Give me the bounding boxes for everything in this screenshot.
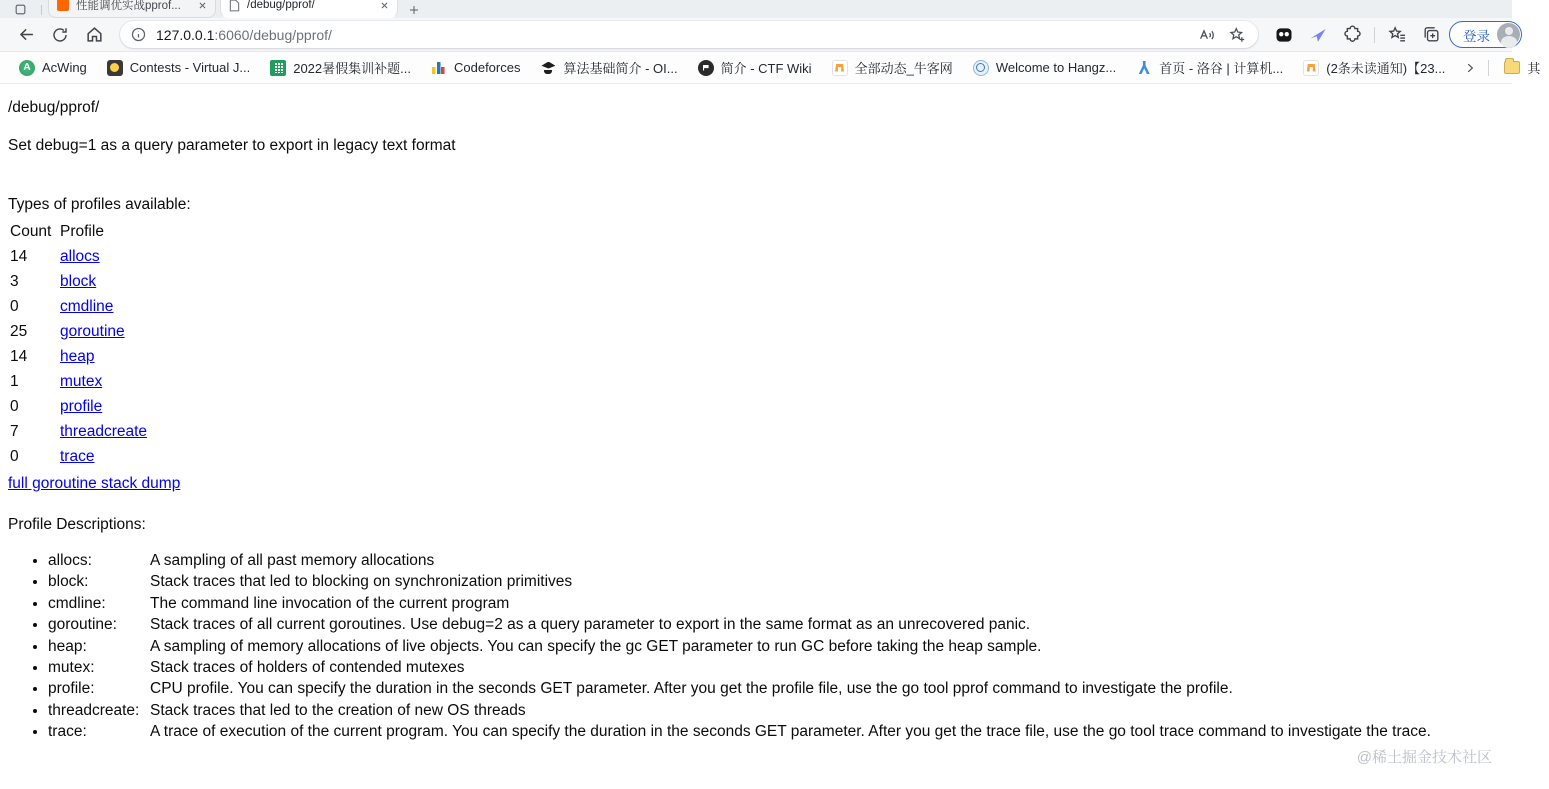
bookmark-folder-label: 其 [1527,61,1541,76]
bookmark-favicon [698,60,714,76]
profile-description-item [48,593,1504,614]
browser-tab-article[interactable] [48,0,216,18]
bookmark-label: 首页 - 洛谷 | 计算机... [1159,61,1284,76]
bookmark-favicon [431,60,447,76]
profile-link[interactable]: block [60,272,97,290]
profile-link[interactable]: trace [60,447,95,465]
extensions-puzzle-icon[interactable] [1336,21,1368,49]
bookmark-label: 2022暑假集训补题... [293,61,411,76]
bookmark-item[interactable] [261,54,420,81]
profile-description-item [48,636,1504,657]
bookmark-label: Codeforces [453,60,521,75]
descriptions-heading: Profile Descriptions: [8,516,146,533]
profile-description-text: Stack traces that led to the creation of new OS threads [150,701,526,719]
profile-count: 14 [10,347,28,365]
bookmark-item[interactable] [10,56,96,80]
profile-description-text: CPU profile. You can specify the duration in the seconds GET parameter. After you get the profile file, use the go tool pprof command to investigate the profile. [150,680,1233,698]
bookmark-favicon [19,60,35,76]
bookmark-favicon [1136,60,1152,76]
bookmarks-separator [1488,60,1489,76]
home-button[interactable] [78,21,110,49]
profile-count: 0 [10,297,19,315]
bookmarks-overflow-chevron-icon[interactable] [1458,54,1482,82]
favorite-star-icon[interactable] [1222,23,1252,47]
back-button[interactable] [10,21,42,49]
bookmark-list [10,54,1454,81]
profile-description-name: profile: [48,680,95,698]
bookmark-label: AcWing [42,60,87,75]
profile-description-item [48,614,1504,635]
profile-header: Profile [60,222,104,240]
profile-description-text: Stack traces of holders of contended mutexes [150,659,465,677]
bookmark-label: (2条未读通知)【23... [1326,61,1446,76]
profile-description-text: A trace of execution of the current program. You can specify the duration in the seconds GET parameter. After you get the trace file, use the go tool trace command to investigate the trace. [150,723,1431,741]
bookmark-item[interactable] [531,54,686,81]
bookmark-item[interactable] [823,54,962,81]
tab-close-icon[interactable] [198,1,207,10]
bookmark-favicon [1303,60,1319,76]
profile-description-text: Stack traces of all current goroutines. Use debug=2 as a query parameter to export in the same format as an unrecovered panic. [150,616,1031,634]
profile-description-name: mutex: [48,659,95,677]
bookmark-label: Contests - Virtual J... [129,60,251,75]
bookmark-favicon [832,60,848,76]
profile-row [8,344,147,369]
bookmarks-bar [0,52,1541,84]
site-info-icon[interactable] [130,26,147,43]
profile-description-name: heap: [48,637,87,655]
profile-description-item [48,721,1504,742]
bookmark-item[interactable] [1127,54,1292,81]
profile-row [8,394,147,419]
bookmark-favicon [973,60,989,76]
tab-title: 性能调优实战pprof... [76,0,181,12]
page-subtitle: Set debug=1 as a query parameter to export in legacy text format [8,137,456,154]
profile-row [8,269,147,294]
login-label: 登录 [1463,28,1490,44]
profile-description-name: threadcreate: [48,701,140,719]
full-goroutine-stack-dump-link[interactable]: full goroutine stack dump [8,475,181,492]
profile-description-name: goroutine: [48,616,117,634]
new-tab-button[interactable] [408,4,420,16]
bookmark-folder[interactable] [1495,54,1549,81]
collections-icon[interactable] [1415,21,1447,49]
extension-mask-icon[interactable] [1268,21,1300,49]
url-text [156,27,1192,43]
profile-row [8,319,147,344]
login-button[interactable] [1449,21,1522,48]
profile-link[interactable]: threadcreate [60,422,148,440]
bookmark-item[interactable] [1294,54,1454,81]
profile-link[interactable]: goroutine [60,322,125,340]
tab-favicon [57,0,69,11]
profile-description-text: Stack traces that led to blocking on synchronization primitives [150,573,573,591]
bookmark-label: 全部动态_牛客网 [854,61,953,76]
profile-descriptions-list [8,550,1504,743]
url-host: 127.0.0.1 [156,26,215,43]
tab-separator [41,5,42,15]
profile-description-text: A sampling of memory allocations of live objects. You can specify the gc GET parameter to run GC before taking the heap sample. [150,637,1042,655]
profile-link[interactable]: heap [60,347,95,365]
profile-count: 14 [10,247,28,265]
profiles-table [8,219,147,469]
profile-description-item [48,700,1504,721]
folder-icon [1504,61,1520,74]
tab-actions-icon[interactable] [14,3,27,16]
tab-strip [0,0,1512,18]
browser-toolbar [0,18,1512,52]
profile-description-name: block: [48,573,89,591]
toolbar-separator [1374,27,1375,43]
address-bar[interactable] [120,21,1258,48]
profile-link[interactable]: cmdline [60,297,114,315]
bookmark-favicon [107,60,123,76]
bookmark-item[interactable] [98,56,259,80]
bookmark-label: 算法基础简介 - OI... [563,61,678,76]
profile-link[interactable]: allocs [60,247,100,265]
profile-count: 25 [10,322,28,340]
profile-description-name: allocs: [48,552,92,569]
profile-description-text: A sampling of all past memory allocations [150,552,435,569]
extension-bird-icon[interactable] [1302,21,1334,49]
page-title: /debug/pprof/ [8,99,100,116]
profile-description-name: trace: [48,723,87,741]
profiles-heading: Types of profiles available: [8,196,191,213]
profile-count: 3 [10,272,19,290]
read-aloud-icon[interactable] [1192,23,1222,47]
tab-title: /debug/pprof/ [247,0,315,11]
profile-link[interactable]: profile [60,397,103,415]
profile-description-item [48,678,1504,699]
count-header: Count [10,222,52,240]
profile-row [8,419,147,444]
profile-description-name: cmdline: [48,594,106,612]
url-path: :6060/debug/pprof/ [214,26,332,43]
profile-count: 0 [10,397,19,415]
bookmark-favicon [270,60,286,76]
avatar [1497,23,1520,46]
profile-row [8,244,147,269]
tab-close-icon[interactable] [380,1,389,10]
page-doc-icon [229,0,240,12]
refresh-button[interactable] [44,21,76,49]
profile-description-item [48,571,1504,592]
profile-link[interactable]: mutex [60,372,103,390]
profile-count: 7 [10,422,19,440]
bookmark-label: 简介 - CTF Wiki [720,61,812,76]
browser-tab-pprof[interactable] [220,0,398,18]
profile-row [8,369,147,394]
profile-description-text: The command line invocation of the current program [150,594,510,612]
bookmark-favicon [540,60,556,76]
favorites-bar-icon[interactable] [1381,21,1413,49]
profile-description-item [48,550,1504,571]
table-header-row [8,219,147,244]
bookmark-item[interactable] [964,56,1125,80]
profile-row [8,294,147,319]
bookmark-label: Welcome to Hangz... [995,60,1117,75]
profile-count: 0 [10,447,19,465]
bookmark-item[interactable] [689,54,821,81]
profile-count: 1 [10,372,19,390]
watermark: @稀土掘金技术社区 [1356,749,1492,766]
profile-row [8,444,147,469]
page-content [0,84,1512,743]
profile-description-item [48,657,1504,678]
bookmark-item[interactable] [422,56,529,80]
